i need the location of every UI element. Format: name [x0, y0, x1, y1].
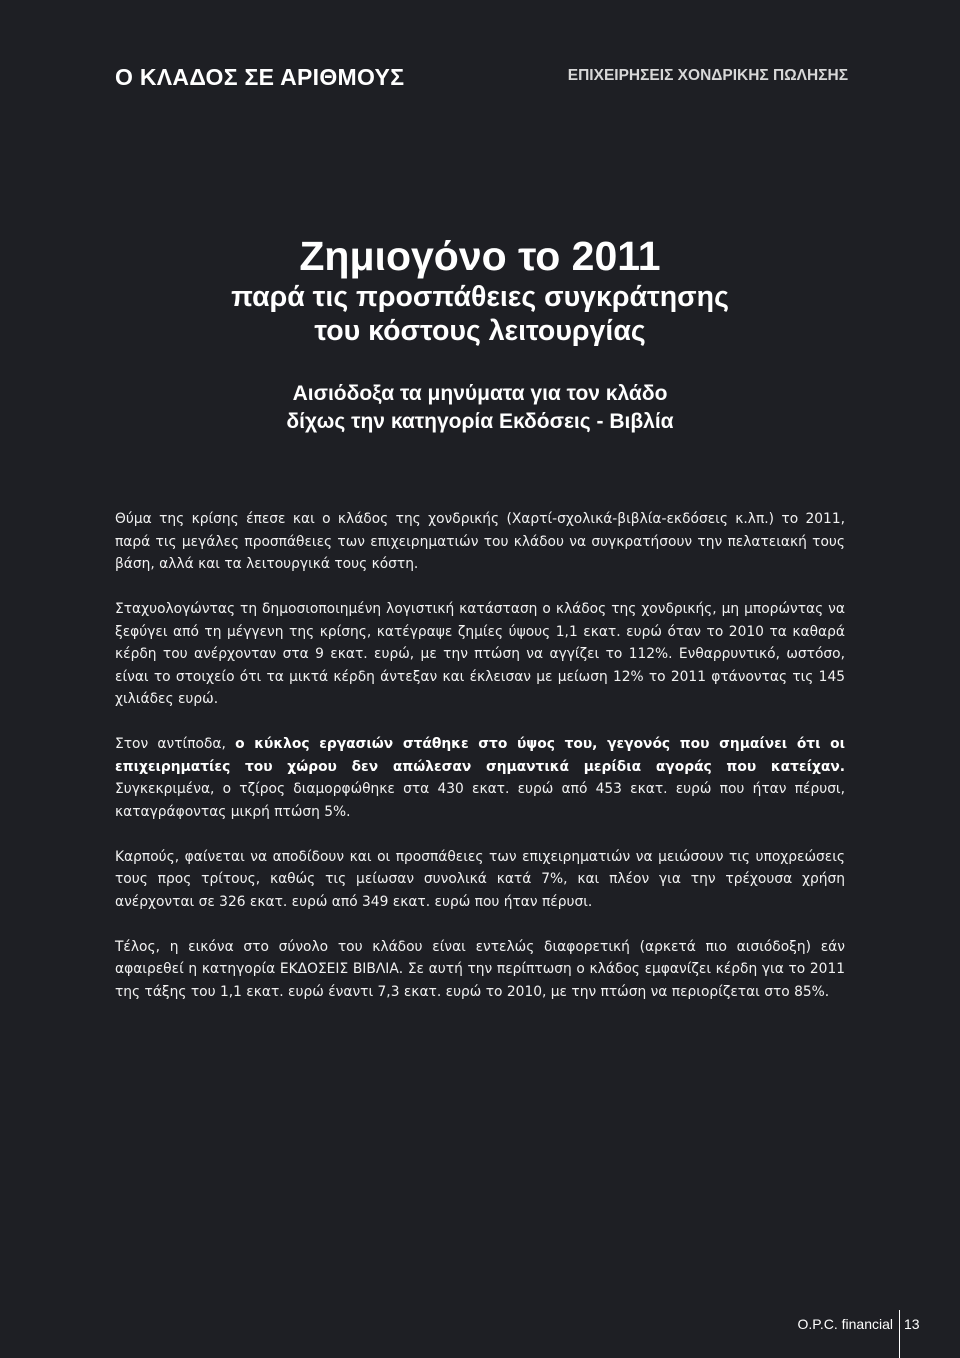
paragraph-3-end: Συγκεκριμένα, ο τζίρος διαμορφώθηκε στα 430 εκατ. ευρώ από 453 εκατ. ευρώ που ήταν πέρυσι, καταγράφοντας μικρή πτώση 5%. [115, 781, 845, 820]
paragraph-4: Καρπούς, φαίνεται να αποδίδουν και οι προσπάθειες των επιχειρηματιών να μειώσουν τις υποχρεώσεις τους προς τρίτους, καθώς τις μείωσαν συνολικά κατά 7%, και πλέον για την τρέχουσα χρήση ανέρχονται σε 326 εκατ. ευρώ από 349 εκατ. ευρώ που ήταν πέρυσι. [115, 848, 845, 910]
footer-divider [899, 1310, 900, 1358]
subtitle-line-2: δίχως την κατηγορία Εκδόσεις - Βιβλία [286, 410, 674, 433]
paragraph-3 [115, 733, 845, 823]
paragraph-3-start: Στον αντίποδα, [115, 736, 236, 752]
section-title: Ο ΚΛΑΔΟΣ ΣΕ ΑΡΙΘΜΟΥΣ [115, 64, 405, 90]
paragraph-1: Θύμα της κρίσης έπεσε και ο κλάδος της χονδρικής (Χαρτί-σχολικά-βιβλία-εκδόσεις κ.λπ.) το 2011, παρά τις μεγάλες προσπάθειες των επιχειρηματιών του κλάδου να συγκρατήσουν την πελατειακή τους βάση, αλλά και τα λειτουργικά τους κόστη. [115, 511, 845, 572]
title-line-3: του κόστους λειτουργίας [314, 315, 646, 347]
subtitle-line-1: Αισιόδοξα τα μηνύματα για τον κλάδο [292, 382, 668, 405]
paragraph-3-highlight: ο κύκλος εργασιών στάθηκε στο ύψος του, γεγονός που σημαίνει ότι οι επιχειρηματίες του χώρου δεν απώλεσαν σημαντικά μερίδια αγοράς που κατείχαν. [115, 736, 845, 775]
article-body [115, 508, 845, 1026]
article-title [0, 232, 960, 348]
article-subtitle [0, 380, 960, 436]
category-label: ΕΠΙΧΕΙΡΗΣΕΙΣ ΧΟΝΔΡΙΚΗΣ ΠΩΛΗΣΗΣ [567, 67, 848, 84]
paragraph-2: Σταχυολογώντας τη δημοσιοποιημένη λογιστική κατάσταση ο κλάδος της χονδρικής, μη μπορώντας να ξεφύγει από τη μέγγενη της κρίσης, κατέγραψε ζημίες ύψους 1,1 εκατ. ευρώ όταν το 2010 τα καθαρά κέρδη του ανέρχονταν στα 9 εκατ. ευρώ, με την πτώση να αγγίζει το 112%. Ενθαρρυντικό, ωστόσο, είναι το στοιχείο ότι τα μικτά κέρδη άντεξαν και έκλεισαν με μείωση 12% το 2011 φτάνοντας τις 145 χιλιάδες ευρώ. [115, 601, 845, 707]
title-main: Ζημιογόνο το 2011 [299, 233, 661, 279]
page-number: 13 [904, 1316, 920, 1332]
footer-brand: O.P.C. financial [797, 1316, 893, 1332]
paragraph-5: Τέλος, η εικόνα στο σύνολο του κλάδου είναι εντελώς διαφορετική (αρκετά πιο αισιόδοξη) εάν αφαιρεθεί η κατηγορία ΕΚΔΟΣΕΙΣ ΒΙΒΛΙΑ. Σε αυτή την περίπτωση ο κλάδος εμφανίζει κέρδη για το 2011 της τάξης του 1,1 εκατ. ευρώ έναντι 7,3 εκατ. ευρώ το 2010, με την πτώση να περιορίζεται στο 85%. [115, 938, 845, 1000]
title-line-2: παρά τις προσπάθειες συγκράτησης [231, 281, 729, 313]
